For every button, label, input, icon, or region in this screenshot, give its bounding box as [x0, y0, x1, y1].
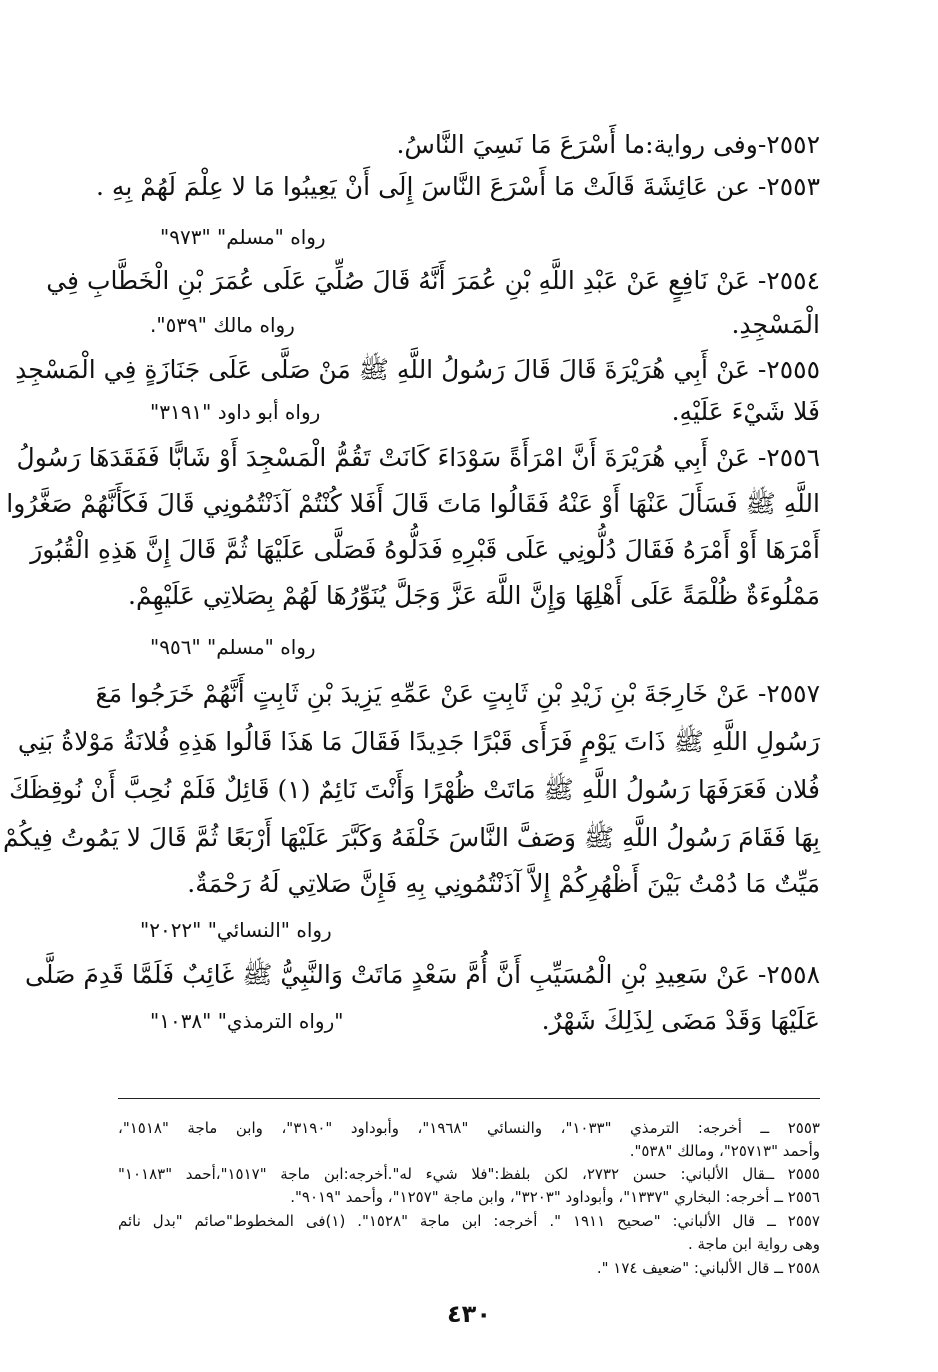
hadith-2557-line-1: ٢٥٥٧- عَنْ خَارِجَةَ بْنِ زَيْدِ بْنِ ثَابِتٍ عَنْ عَمِّهِ يَزِيدَ بْنِ ثَابِتٍ أَنَّهُمْ خَرَجُوا مَعَ: [95, 679, 820, 708]
page-number: ٤٣٠: [447, 1300, 491, 1328]
source-2553: رواه "مسلم" "٩٧٣": [160, 225, 326, 249]
source-2557: رواه "النسائي" "٢٠٢٢": [140, 918, 332, 942]
hadith-2555-line-1: ٢٥٥٥- عَنْ أَبِي هُرَيْرَةَ قَالَ قَالَ رَسُولُ اللَّهِ ﷺ مَنْ صَلَّى عَلَى جَنَازَةٍ فِي الْمَسْجِدِ: [15, 355, 820, 384]
hadith-2558-line-2: عَلَيْهَا وَقَدْ مَضَى لِذَلِكَ شَهْرٌ.: [541, 1006, 820, 1035]
footnote-2555: ٢٥٥٥ ــقال الألباني: حسن ٢٧٣٢، لكن بلفظ:"فلا شيء له".أخرجه:ابن ماجة "١٥١٧"،أحمد "١٠١٨٣": [118, 1165, 820, 1183]
hadith-2554-line-2: الْمَسْجِدِ.: [731, 310, 820, 339]
hadith-2556-line-2: اللَّهِ ﷺ فَسَأَلَ عَنْهَا أَوْ عَنْهُ فَقَالُوا مَاتَ قَالَ أَفَلا كُنْتُمْ آذَنْتُمُونِي قَالَ فَكَأَنَّهُمْ صَغَّرُوا: [6, 489, 820, 518]
hadith-2552-line-1: ٢٥٥٢-وفى رواية:ما أَسْرَعَ مَا نَسِيَ النَّاسُ.: [396, 130, 820, 159]
footnote-2557-line-2: وهى رواية ابن ماجة .: [687, 1235, 820, 1253]
hadith-2557-line-2: رَسُولِ اللَّهِ ﷺ ذَاتَ يَوْمٍ فَرَأَى قَبْرًا جَدِيدًا فَقَالَ مَا هَذَا قَالُوا هَذِهِ فُلانَةُ مَوْلاةُ بَنِي: [17, 727, 820, 756]
hadith-2555-line-2: فَلا شَيْءَ عَلَيْهِ.: [671, 397, 820, 426]
hadith-2557-line-3: فُلان فَعَرَفَهَا رَسُولُ اللَّهِ ﷺ مَاتَتْ ظُهْرًا وَأَنْتَ نَائِمٌ (١) قَائِلٌ فَلَمْ نُحِبَّ أَنْ نُوقِظَكَ: [9, 775, 820, 804]
footnote-2553-line-2: وأحمد "٢٥٧١٣"، ومالك "٥٣٨".: [629, 1142, 820, 1160]
hadith-2556-line-3: أَمْرَهَا أَوْ أَمْرَهُ فَقَالَ دُلُّونِي عَلَى قَبْرِهِ فَدَلُّوهُ فَصَلَّى عَلَيْهَا ثُمَّ قَالَ إِنَّ هَذِهِ الْقُبُورَ: [30, 535, 820, 564]
footnote-2553-line-1: ٢٥٥٣ ــ أخرجه: الترمذي "١٠٣٣"، والنسائي "١٩٦٨"، وأبوداود "٣١٩٠"، وابن ماجة "١٥١٨"،: [118, 1119, 820, 1137]
hadith-2557-line-5: مَيِّتٌ مَا دُمْتُ بَيْنَ أَظْهُرِكُمْ إِلاَّ آذَنْتُمُونِي بِهِ فَإِنَّ صَلاتِي لَهُ رَحْمَةٌ.: [187, 869, 820, 898]
hadith-2554-line-1: ٢٥٥٤- عَنْ نَافِعٍ عَنْ عَبْدِ اللَّهِ بْنِ عُمَرَ أَنَّهُ قَالَ صُلِّيَ عَلَى عُمَرَ بْنِ الْخَطَّابِ فِي: [46, 266, 820, 295]
hadith-2558-line-1: ٢٥٥٨- عَنْ سَعِيدِ بْنِ الْمُسَيِّبِ أَنَّ أُمَّ سَعْدٍ مَاتَتْ وَالنَّبِيُّ ﷺ غَائِبٌ فَلَمَّا قَدِمَ صَلَّى: [25, 960, 820, 989]
hadith-2556-line-4: مَمْلُوءَةٌ ظُلْمَةً عَلَى أَهْلِهَا وَإِنَّ اللَّهَ عَزَّ وَجَلَّ يُنَوِّرُهَا لَهُمْ بِصَلاتِي عَلَيْهِمْ.: [128, 581, 820, 610]
hadith-2556-line-1: ٢٥٥٦- عَنْ أَبِي هُرَيْرَةَ أَنَّ امْرَأَةً سَوْدَاءَ كَانَتْ تَقُمُّ الْمَسْجِدَ أَوْ شَابًّا فَفَقَدَهَا رَسُولُ: [16, 443, 820, 472]
source-2554: رواه مالك "٥٣٩".: [150, 313, 295, 337]
footnote-2556: ٢٥٥٦ ــ أخرجه: البخاري "١٣٣٧"، وأبوداود "٣٢٠٣"، وابن ماجة "١٢٥٧"، وأحمد "٩٠١٩".: [290, 1188, 820, 1206]
footnote-2557-line-1: ٢٥٥٧ ــ قال الألباني: "صحيح ١٩١١ ". أخرجه: ابن ماجة "١٥٢٨". (١)فى المخطوط"صائم "بدل نائم: [118, 1212, 820, 1230]
source-2556: رواه "مسلم" "٩٥٦": [150, 635, 316, 659]
hadith-2553-line-1: ٢٥٥٣- عن عَائِشَةَ قَالَتْ مَا أَسْرَعَ النَّاسَ إِلَى أَنْ يَعِيبُوا مَا لا عِلْمَ لَهُمْ بِهِ .: [96, 172, 820, 201]
source-2558: "رواه الترمذي" "١٠٣٨": [150, 1009, 344, 1033]
footnote-separator: [118, 1098, 820, 1099]
source-2555: رواه أبو داود "٣١٩١": [150, 400, 321, 424]
footnote-2558: ٢٥٥٨ ــ قال الألباني: "ضعيف ١٧٤ ".: [596, 1259, 820, 1277]
hadith-2557-line-4: بِهَا فَقَامَ رَسُولُ اللَّهِ ﷺ وَصَفَّ النَّاسَ خَلْفَهُ وَكَبَّرَ عَلَيْهَا أَرْبَعًا ثُمَّ قَالَ لا يَمُوتُ فِيكُمْ: [3, 823, 820, 852]
